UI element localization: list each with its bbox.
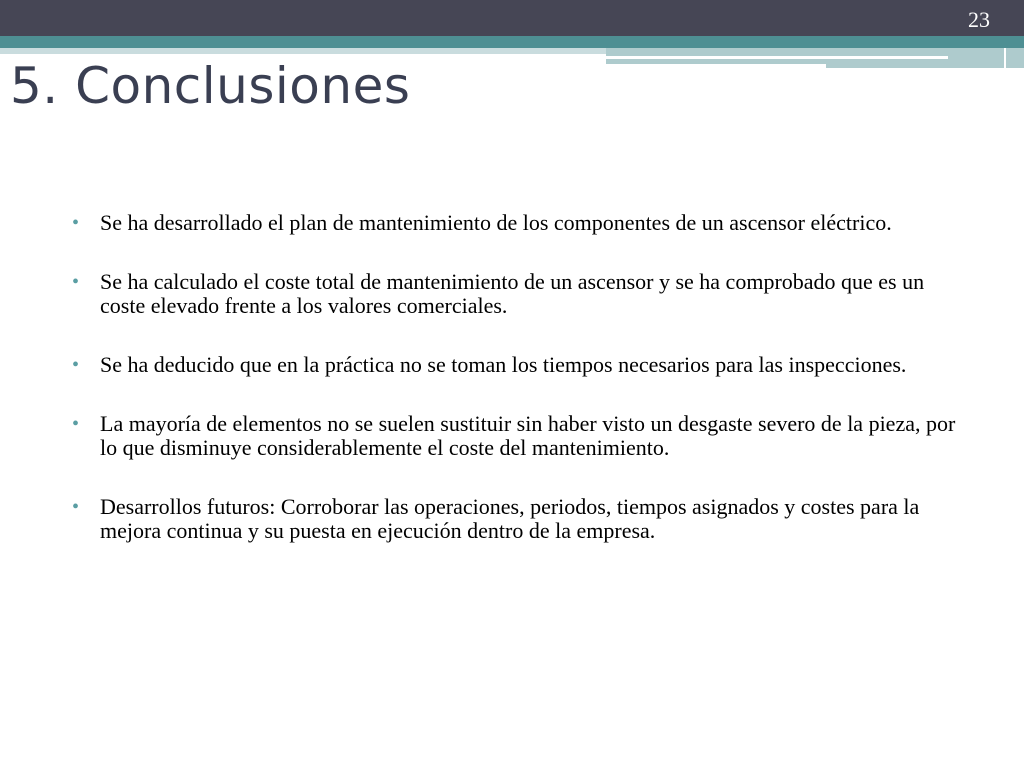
bullet-text: Se ha calculado el coste total de mantenimiento de un ascensor y se ha comprobado que es un coste elevado frente a los valores comerciales. [100, 269, 925, 318]
bullet-text: Desarrollos futuros: Corroborar las operaciones, periodos, tiempos asignados y costes para la mejora continua y su puesta en ejecución dentro de la empresa. [100, 494, 920, 543]
bullet-text: La mayoría de elementos no se suelen sustituir sin haber visto un desgaste severo de la pieza, por lo que disminuye considerablemente el coste del mantenimiento. [100, 411, 956, 460]
slide-number: 23 [968, 7, 990, 32]
slide-title: 5. Conclusiones [10, 57, 411, 115]
bullet-item [72, 269, 970, 318]
bullet-icon: • [72, 212, 80, 234]
bullet-list [72, 210, 970, 578]
bullet-icon: • [72, 413, 80, 435]
bullet-icon: • [72, 354, 80, 376]
header-decoration-line [606, 56, 948, 59]
header-decoration-line [606, 64, 826, 68]
bullet-item [72, 494, 970, 543]
header-teal-band [0, 36, 1024, 48]
bullet-text: Se ha desarrollado el plan de mantenimiento de los componentes de un ascensor eléctrico. [100, 210, 892, 235]
bullet-icon: • [72, 271, 80, 293]
header-dark-band [0, 0, 1024, 36]
bullet-item [72, 411, 970, 460]
bullet-item [72, 210, 970, 235]
bullet-icon: • [72, 496, 80, 518]
bullet-text: Se ha deducido que en la práctica no se toman los tiempos necesarios para las inspecciones. [100, 352, 907, 377]
header-decoration-line [1004, 48, 1006, 68]
bullet-item [72, 352, 970, 377]
